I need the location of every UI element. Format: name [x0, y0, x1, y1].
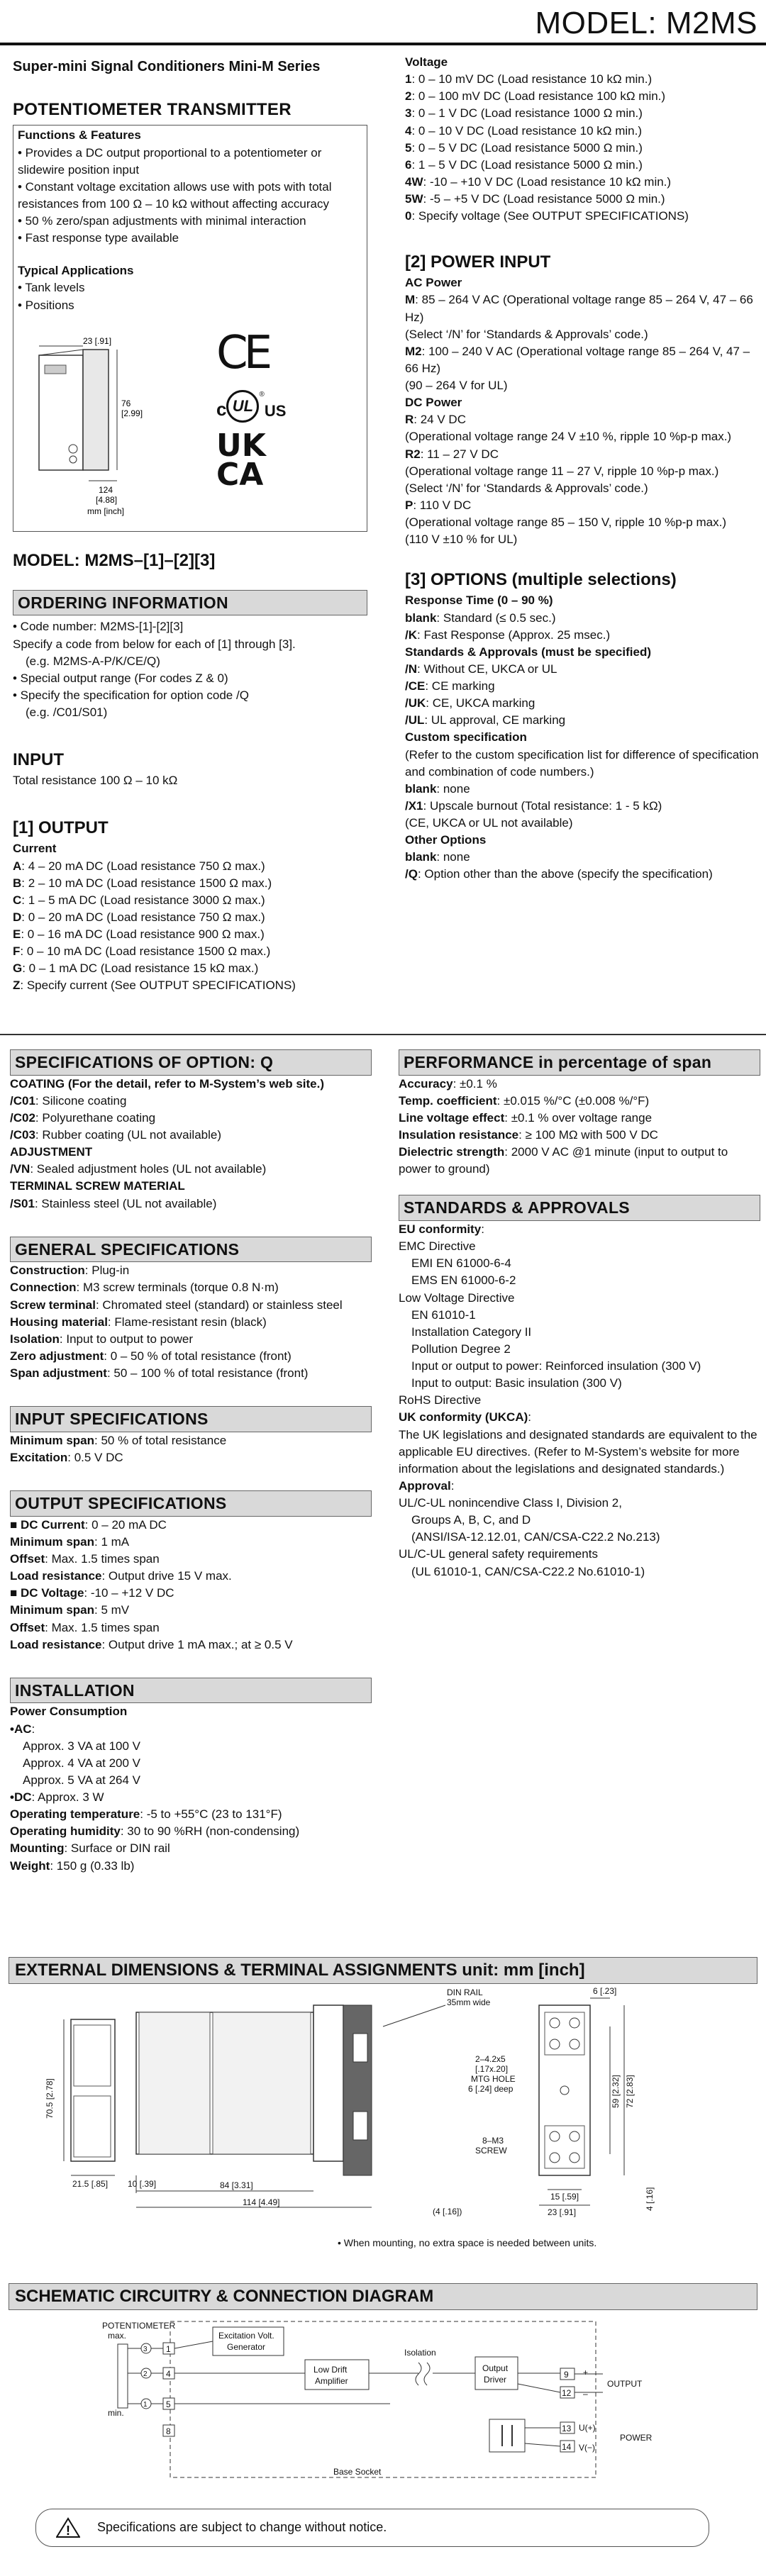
- terminal-screw-item: /S01: Stainless steel (UL not available): [10, 1196, 217, 1210]
- standards-option-item: /CE: CE marking: [405, 679, 495, 693]
- screw-label-1: 8–M3: [482, 2136, 504, 2146]
- pot-min-label: min.: [108, 2408, 124, 2418]
- application-item: • Tank levels: [18, 281, 85, 295]
- eu-conformity-item: Pollution Degree 2: [411, 1342, 511, 1356]
- potentiometer-label: POTENTIOMETER: [102, 2321, 176, 2331]
- ukca-logo-uk: UK: [216, 427, 266, 464]
- output-current-list: [13, 858, 367, 995]
- output-spec-title: OUTPUT SPECIFICATIONS: [10, 1490, 372, 1517]
- dimensions-title: EXTERNAL DIMENSIONS & TERMINAL ASSIGNMENTS unit: mm [inch]: [9, 1957, 757, 1984]
- terminal-screw-list: [10, 1195, 372, 1212]
- output-voltage-title: Voltage: [405, 55, 448, 69]
- standards-option-item: /N: Without CE, UKCA or UL: [405, 662, 557, 676]
- coating-item: /C03: Rubber coating (UL not available): [10, 1128, 221, 1142]
- current-code-item: C: 1 – 5 mA DC (Load resistance 3000 Ω max.): [13, 893, 265, 907]
- ordering-line: (e.g. M2MS-A-P/K/CE/Q): [26, 654, 160, 668]
- driver-label-1: Output: [482, 2363, 509, 2373]
- power-v-minus: V(−): [579, 2443, 596, 2453]
- feature-item: • Constant voltage excitation allows use with pots with total resistances from 100 Ω – 10 kΩ without affecting accuracy: [18, 179, 332, 211]
- ul-logo: [216, 390, 286, 423]
- amplifier-label-1: Low Drift: [313, 2365, 348, 2375]
- dim-terminal-6: 6 [.23]: [593, 1986, 617, 1996]
- ac-consumption-line: Approx. 4 VA at 200 V: [23, 1756, 141, 1770]
- general-spec-row: Isolation: Input to output to power: [10, 1332, 193, 1346]
- ordering-title: ORDERING INFORMATION: [13, 590, 367, 616]
- terminal-screw-title: TERMINAL SCREW MATERIAL: [10, 1179, 185, 1193]
- ac-power-list: [405, 291, 760, 394]
- other-options-title: Other Options: [405, 833, 487, 847]
- installation-row: Operating humidity: 30 to 90 %RH (non-condensing): [10, 1824, 300, 1839]
- power-u-plus: U(+): [579, 2423, 596, 2433]
- ac-power-title: AC Power: [405, 276, 462, 290]
- approval-item: UL/C-UL general safety requirements: [399, 1547, 598, 1561]
- terminal-8: 8: [166, 2426, 171, 2436]
- other-options-list: [405, 849, 760, 883]
- eu-conformity-item: Installation Category II: [411, 1325, 532, 1339]
- general-spec-list: [10, 1262, 372, 1382]
- dim-height-inch: [2.99]: [121, 408, 143, 418]
- uk-conformity-text: The UK legislations and designated standards are equivalent to the applicable EU directives. (Refer to M-System’s website for more information about the legislations and designated standards.): [399, 1427, 757, 1476]
- installation-row: Operating temperature: -5 to +55°C (23 to 131°F): [10, 1807, 282, 1822]
- approval-item: (UL 61010-1, CAN/CSA-C22.2 No.61010-1): [411, 1564, 645, 1578]
- dim-top-label: 23 [.91]: [83, 335, 112, 346]
- eu-conformity-list: [399, 1238, 760, 1409]
- performance-row: Line voltage effect: ±0.1 % over voltage range: [399, 1110, 653, 1125]
- dc-power-title: DC Power: [405, 396, 462, 410]
- eu-conformity-item: RoHS Directive: [399, 1393, 482, 1407]
- ac-power-item: M2: 100 – 240 V AC (Operational voltage range 85 – 264 V, 47 – 66 Hz): [405, 344, 750, 375]
- voltage-code-item: 4W: -10 – +10 V DC (Load resistance 10 kΩ min.): [405, 174, 672, 189]
- output-title: [1] OUTPUT: [13, 818, 109, 838]
- ac-consumption-list: [10, 1738, 372, 1789]
- din-rail-width-label: 35mm wide: [447, 1997, 491, 2007]
- power-title: [2] POWER INPUT: [405, 252, 551, 272]
- eu-conformity-item: EMI EN 61000-6-4: [411, 1256, 511, 1271]
- series-title: Super-mini Signal Conditioners Mini-M Series: [13, 59, 321, 74]
- features-list: [18, 145, 362, 247]
- response-option-item: /K: Fast Response (Approx. 25 msec.): [405, 628, 611, 642]
- dim-width-84: 84 [3.31]: [220, 2180, 253, 2190]
- dim-depth-label: 124: [99, 484, 113, 495]
- dc-power-item: (Operational voltage range 11 – 27 V, ripple 10 %p-p max.): [405, 464, 719, 478]
- general-spec-row: Housing material: Flame-resistant resin (black): [10, 1315, 267, 1329]
- input-spec-row: Minimum span: 50 % of total resistance: [10, 1433, 227, 1447]
- output-voltage-list: [405, 71, 760, 225]
- wire-label-2: 2: [143, 2370, 148, 2378]
- wire-label-3: 3: [143, 2346, 148, 2353]
- dim-width-215: 21.5 [.85]: [72, 2179, 109, 2189]
- general-spec-row: Screw terminal: Chromated steel (standard) or stainless steel: [10, 1298, 343, 1312]
- dc-power-item: P: 110 V DC: [405, 498, 472, 512]
- general-spec-title: GENERAL SPECIFICATIONS: [10, 1237, 372, 1263]
- ac-consumption-line: Approx. 5 VA at 264 V: [23, 1773, 141, 1787]
- schematic-diagram: [92, 2313, 702, 2497]
- general-spec-row: Zero adjustment: 0 – 50 % of total resistance (front): [10, 1349, 292, 1363]
- model-heading: MODEL: M2MS: [535, 6, 757, 40]
- output-spec-row: Load resistance: Output drive 1 mA max.; at ≥ 0.5 V: [10, 1637, 293, 1651]
- terminal-4: 4: [166, 2369, 171, 2379]
- ukca-logo: [216, 427, 286, 494]
- standards-title: STANDARDS & APPROVALS: [399, 1195, 760, 1221]
- eu-conformity-item: Input or output to power: Reinforced insulation (300 V): [411, 1359, 701, 1373]
- pot-max-label: max.: [108, 2331, 127, 2341]
- dc-power-item: (Select ‘/N’ for ‘Standards & Approvals’ code.): [405, 481, 648, 495]
- performance-row: Accuracy: ±0.1 %: [399, 1076, 497, 1091]
- terminal-5: 5: [166, 2399, 171, 2409]
- dc-power-list: [405, 411, 760, 548]
- approval-item: UL/C-UL nonincendive Class I, Division 2,: [399, 1496, 622, 1510]
- voltage-code-item: 3: 0 – 1 V DC (Load resistance 1000 Ω min.): [405, 106, 643, 121]
- ac-power-item: (Select ‘/N’ for ‘Standards & Approvals’ code.): [405, 327, 648, 341]
- features-box: [13, 125, 367, 531]
- general-spec-row: Connection: M3 screw terminals (torque 0.8 N·m): [10, 1281, 279, 1295]
- schematic-title: SCHEMATIC CIRCUITRY & CONNECTION DIAGRAM: [9, 2283, 757, 2310]
- approval-title: Approval:: [399, 1478, 455, 1493]
- left-bottom-column: [10, 1049, 372, 1875]
- installation-title: INSTALLATION: [10, 1678, 372, 1704]
- general-spec-row: Span adjustment: 50 – 100 % of total resistance (front): [10, 1366, 309, 1381]
- output-spec-row: Offset: Max. 1.5 times span: [10, 1552, 160, 1566]
- output-minus: –: [583, 2389, 588, 2399]
- dim-width-114: 114 [4.49]: [243, 2197, 280, 2207]
- notice-box: [35, 2509, 709, 2547]
- standards-option-title: Standards & Approvals (must be specified): [405, 645, 651, 659]
- current-code-item: D: 0 – 20 mA DC (Load resistance 750 Ω max.): [13, 910, 265, 924]
- terminal-12: 12: [562, 2388, 572, 2398]
- mtg-hole-label-4: 6 [.24] deep: [468, 2084, 514, 2094]
- ordering-line: • Special output range (For codes Z & 0): [13, 671, 228, 685]
- custom-option-item: (Refer to the custom specification list for difference of specification and combination of code numbers.): [405, 747, 759, 779]
- response-option-item: blank: Standard (≤ 0.5 sec.): [405, 610, 556, 625]
- amplifier-label-2: Amplifier: [315, 2376, 348, 2386]
- applications-title: Typical Applications: [18, 264, 134, 278]
- voltage-code-item: 0: Specify voltage (See OUTPUT SPECIFICATIONS): [405, 209, 689, 223]
- ordering-list: [13, 618, 367, 721]
- dim-unit-label: mm [inch]: [87, 506, 125, 516]
- custom-option-item: /X1: Upscale burnout (Total resistance: 1 - 5 kΩ): [405, 798, 662, 813]
- model-code: MODEL: M2MS–[1]–[2][3]: [13, 550, 216, 570]
- certification-logos: [216, 321, 287, 494]
- dimensions-drawing: [14, 1984, 752, 2268]
- ordering-line: Specify a code from below for each of [1] through [3].: [13, 637, 296, 651]
- feature-item: • 50 % zero/span adjustments with minimal interaction: [18, 214, 306, 228]
- ordering-line: • Code number: M2MS-[1]-[2][3]: [13, 620, 184, 634]
- mtg-hole-label-3: MTG HOLE: [471, 2074, 516, 2084]
- dim-width-4: (4 [.16]): [433, 2207, 462, 2217]
- ce-logo: CE: [216, 326, 269, 379]
- product-title: POTENTIOMETER TRANSMITTER: [13, 100, 292, 120]
- voltage-code-item: 6: 1 – 5 V DC (Load resistance 5000 Ω min.): [405, 157, 643, 172]
- voltage-code-item: 5W: -5 – +5 V DC (Load resistance 5000 Ω min.): [405, 192, 665, 206]
- dim-width-10: 10 [.39]: [128, 2179, 157, 2189]
- voltage-code-item: 4: 0 – 10 V DC (Load resistance 10 kΩ min.): [405, 123, 642, 138]
- output-spec-row: Minimum span: 1 mA: [10, 1534, 130, 1549]
- coating-item: /C02: Polyurethane coating: [10, 1110, 156, 1125]
- excitation-label-1: Excitation Volt.: [218, 2331, 274, 2341]
- ul-registered-mark: ®: [259, 390, 265, 398]
- notice-text: Specifications are subject to change without notice.: [97, 2520, 387, 2535]
- applications-list: [18, 279, 362, 313]
- dc-power-item: (Operational voltage range 85 – 150 V, ripple 10 %p-p max.): [405, 515, 726, 530]
- options-title: [3] OPTIONS (multiple selections): [405, 570, 677, 590]
- eu-conformity-item: EMC Directive: [399, 1239, 476, 1254]
- product-image: [18, 314, 195, 520]
- features-title: Functions & Features: [18, 128, 141, 143]
- other-option-item: blank: none: [405, 850, 470, 864]
- coating-title: COATING (For the detail, refer to M-System’s web site.): [10, 1076, 325, 1091]
- dim-height-705: 70.5 [2.78]: [45, 2078, 55, 2119]
- ul-us-mark: US: [264, 402, 287, 420]
- current-code-item: G: 0 – 1 mA DC (Load resistance 15 kΩ max.): [13, 961, 259, 976]
- base-socket-label: Base Socket: [333, 2467, 382, 2477]
- coating-list: [10, 1093, 372, 1144]
- custom-option-item: blank: none: [405, 781, 470, 796]
- adjustment-title: ADJUSTMENT: [10, 1145, 93, 1159]
- performance-row: Insulation resistance: ≥ 100 MΩ with 500 V DC: [399, 1128, 658, 1142]
- ac-power-item: M: 85 – 264 V AC (Operational voltage range 85 – 264 V, 47 – 66 Hz): [405, 293, 753, 324]
- voltage-code-item: 1: 0 – 10 mV DC (Load resistance 10 kΩ min.): [405, 72, 653, 87]
- wire-label-1: 1: [143, 2401, 148, 2409]
- output-spec-row: Load resistance: Output drive 15 V max.: [10, 1569, 232, 1583]
- voltage-code-item: 2: 0 – 100 mV DC (Load resistance 100 kΩ min.): [405, 89, 666, 104]
- output-spec-list: [10, 1517, 372, 1654]
- power-consumption-title: Power Consumption: [10, 1705, 128, 1719]
- ac-power-item: (90 – 264 V for UL): [405, 379, 508, 393]
- current-code-item: F: 0 – 10 mA DC (Load resistance 1500 Ω max.): [13, 944, 271, 959]
- dc-power-item: R: 24 V DC: [405, 413, 466, 427]
- mounting-note: • When mounting, no extra space is needed between units.: [338, 2237, 597, 2248]
- custom-option-item: (CE, UKCA or UL not available): [405, 816, 573, 830]
- general-spec-row: Construction: Plug-in: [10, 1264, 130, 1278]
- ukca-logo-ca: CA: [216, 457, 264, 494]
- terminal-9: 9: [564, 2370, 569, 2380]
- approval-item: (ANSI/ISA-12.12.01, CAN/CSA-C22.2 No.213): [411, 1530, 660, 1544]
- terminal-14: 14: [562, 2442, 572, 2452]
- mtg-hole-label-2: [.17x.20]: [475, 2064, 509, 2074]
- application-item: • Positions: [18, 298, 74, 312]
- eu-conformity-item: EMS EN 61000-6-2: [411, 1273, 516, 1288]
- custom-spec-list: [405, 747, 760, 832]
- isolation-label: Isolation: [404, 2348, 436, 2358]
- dim-terminal-15: 15 [.59]: [550, 2192, 579, 2202]
- custom-spec-title: Custom specification: [405, 730, 527, 745]
- performance-row: Dielectric strength: 2000 V AC @1 minute (input to output to power to ground): [399, 1145, 728, 1176]
- response-time-list: [405, 610, 760, 644]
- svg-text:!: !: [66, 2524, 70, 2538]
- power-terminal-label: POWER: [620, 2433, 653, 2443]
- approval-item: Groups A, B, C, and D: [411, 1513, 531, 1527]
- terminal-13: 13: [562, 2424, 572, 2433]
- din-rail-label: DIN RAIL: [447, 1987, 483, 1997]
- ul-circle-mark: UL: [226, 390, 259, 423]
- dc-power-item: (110 V ±10 % for UL): [405, 533, 518, 547]
- adjustment-list: [10, 1161, 372, 1178]
- output-plus: +: [583, 2368, 589, 2377]
- voltage-code-item: 5: 0 – 5 V DC (Load resistance 5000 Ω min.): [405, 140, 643, 155]
- current-code-item: E: 0 – 16 mA DC (Load resistance 900 Ω max.): [13, 927, 265, 942]
- dim-terminal-4: 4 [.16]: [645, 2187, 655, 2211]
- installation-list: [10, 1806, 372, 1875]
- output-terminal-label: OUTPUT: [607, 2379, 643, 2389]
- approval-list: [399, 1495, 760, 1580]
- eu-conformity-item: Low Voltage Directive: [399, 1290, 515, 1305]
- dim-terminal-59: 59 [2.32]: [611, 2075, 621, 2108]
- dc-power-item: R2: 11 – 27 V DC: [405, 447, 499, 461]
- terminal-1: 1: [166, 2344, 171, 2354]
- current-code-item: A: 4 – 20 mA DC (Load resistance 750 Ω max.): [13, 859, 265, 873]
- coating-item: /C01: Silicone coating: [10, 1093, 127, 1108]
- output-spec-row: ■ DC Current: 0 – 20 mA DC: [10, 1517, 167, 1532]
- current-code-item: B: 2 – 10 mA DC (Load resistance 1500 Ω max.): [13, 876, 272, 890]
- ul-c-mark: c: [216, 398, 227, 420]
- feature-item: • Provides a DC output proportional to a potentiometer or slidewire position input: [18, 145, 322, 177]
- output-current-title: Current: [13, 842, 57, 856]
- installation-row: Mounting: Surface or DIN rail: [10, 1841, 170, 1856]
- header-rule: [0, 43, 766, 45]
- standards-option-item: /UL: UL approval, CE marking: [405, 713, 566, 727]
- input-spec-row: Excitation: 0.5 V DC: [10, 1450, 123, 1464]
- ac-consumption-label: •AC:: [10, 1722, 35, 1736]
- dim-terminal-72: 72 [2.83]: [625, 2075, 635, 2108]
- input-spec-list: [10, 1432, 372, 1466]
- input-spec-title: INPUT SPECIFICATIONS: [10, 1406, 372, 1432]
- performance-list: [399, 1076, 760, 1178]
- spec-q-title: SPECIFICATIONS OF OPTION: Q: [10, 1049, 372, 1076]
- feature-item: • Fast response type available: [18, 231, 179, 245]
- standards-option-list: [405, 661, 760, 730]
- uk-conformity-title: UK conformity (UKCA):: [399, 1410, 532, 1424]
- dim-terminal-23: 23 [.91]: [548, 2207, 577, 2217]
- dim-height-label: 76: [121, 398, 131, 408]
- output-spec-row: Offset: Max. 1.5 times span: [10, 1620, 160, 1634]
- ordering-line: (e.g. /C01/S01): [26, 706, 108, 720]
- product-figure: [18, 314, 362, 527]
- installation-row: Weight: 150 g (0.33 lb): [10, 1858, 135, 1873]
- right-bottom-column: [399, 1049, 760, 1580]
- driver-label-2: Driver: [484, 2375, 506, 2385]
- dim-depth-inch: [4.88]: [96, 494, 118, 505]
- right-top-column: [405, 54, 760, 883]
- left-top-column: [13, 57, 367, 995]
- other-option-item: /Q: Option other than the above (specify the specification): [405, 867, 713, 881]
- screw-label-2: SCREW: [475, 2146, 507, 2156]
- response-time-title: Response Time (0 – 90 %): [405, 593, 553, 608]
- eu-conformity-item: EN 61010-1: [411, 1307, 476, 1322]
- standards-option-item: /UK: CE, UKCA marking: [405, 696, 535, 710]
- ac-consumption-line: Approx. 3 VA at 100 V: [23, 1739, 141, 1753]
- eu-conformity-item: Input to output: Basic insulation (300 V): [411, 1376, 622, 1390]
- warning-icon: [56, 2517, 80, 2538]
- section-divider: [0, 1034, 766, 1035]
- current-code-item: Z: Specify current (See OUTPUT SPECIFICATIONS): [13, 978, 296, 993]
- input-title: INPUT: [13, 750, 64, 770]
- dc-power-item: (Operational voltage range 24 V ±10 %, ripple 10 %p-p max.): [405, 430, 732, 444]
- mtg-hole-label-1: 2–4.2x5: [475, 2054, 506, 2064]
- adjustment-item: /VN: Sealed adjustment holes (UL not available): [10, 1162, 267, 1176]
- eu-conformity-title: EU conformity:: [399, 1222, 484, 1237]
- output-spec-row: Minimum span: 5 mV: [10, 1603, 130, 1617]
- excitation-label-2: Generator: [227, 2342, 266, 2352]
- performance-title: PERFORMANCE in percentage of span: [399, 1049, 760, 1076]
- output-spec-row: ■ DC Voltage: -10 – +12 V DC: [10, 1586, 174, 1600]
- performance-row: Temp. coefficient: ±0.015 %/°C (±0.008 %/°F): [399, 1093, 650, 1108]
- ordering-line: • Specify the specification for option code /Q: [13, 688, 249, 702]
- input-text: Total resistance 100 Ω – 10 kΩ: [13, 774, 178, 788]
- dc-consumption: •DC: Approx. 3 W: [10, 1790, 104, 1805]
